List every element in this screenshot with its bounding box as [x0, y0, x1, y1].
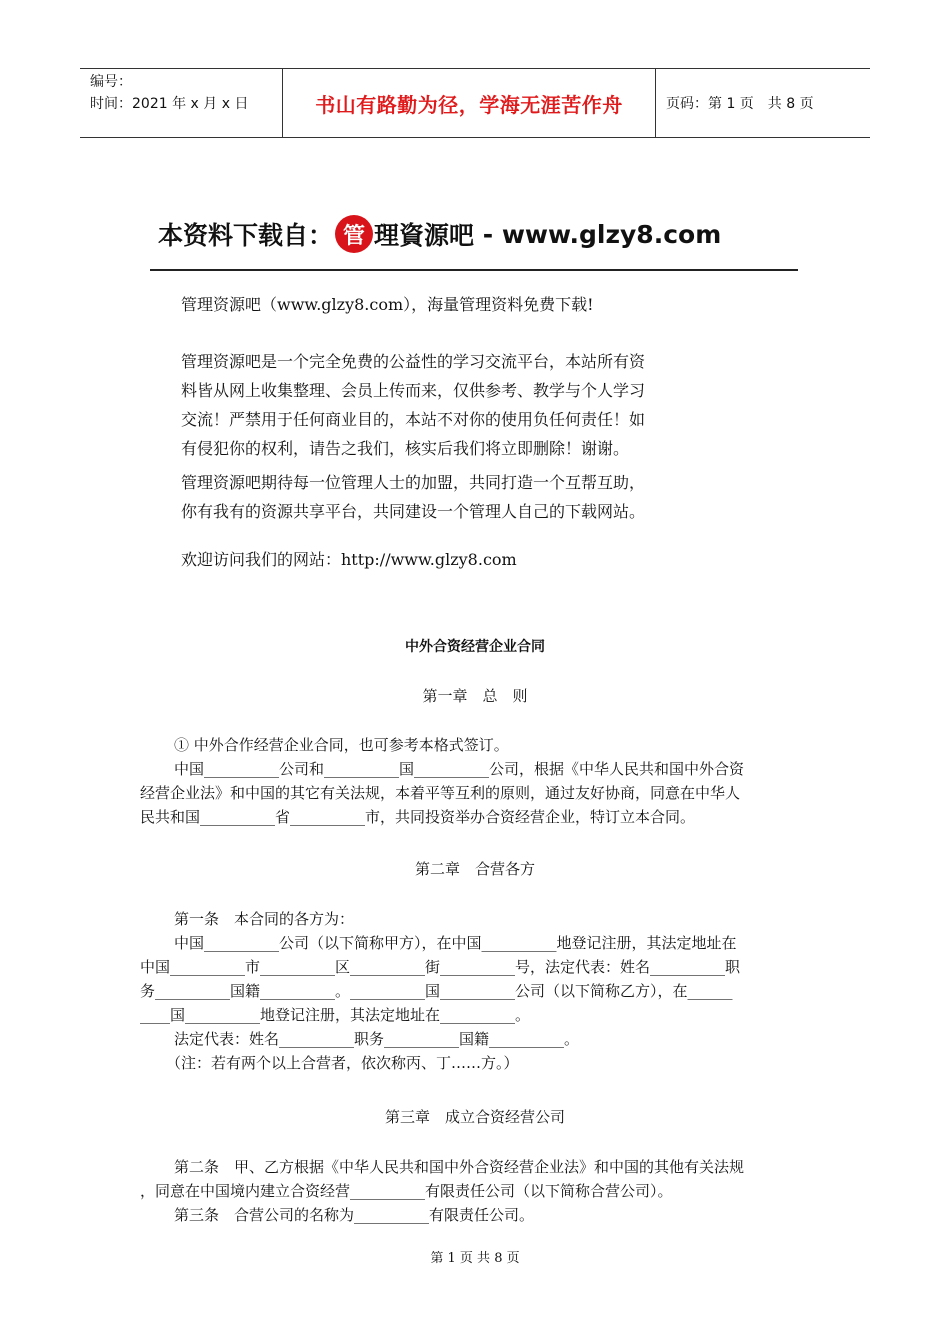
chapter-3-heading: 第三章 成立合资经营公司 [384, 1108, 565, 1126]
page-info: 页码：第 1 页 共 8 页 [666, 96, 814, 112]
body-line: 中国__________公司（以下简称甲方），在中国__________地登记注册，其法定地址在 [174, 934, 737, 952]
intro-line: 管理资源吧是一个完全免费的公益性的学习交流平台，本站所有资 [181, 352, 646, 371]
body-line: 经营企业法》和中国的其它有关法规，本着平等互利的原则，通过友好协商，同意在中华人 [140, 784, 741, 802]
body-line: 中国__________市__________区__________街__________号，法定代表：姓名__________职 [140, 958, 741, 976]
body-line: （注：若有两个以上合营者，依次称丙、丁……方。） [166, 1054, 519, 1072]
banner-url: - www.glzy8.com [474, 219, 722, 249]
page-footer: 第 1 页 共 8 页 [430, 1251, 520, 1266]
site-logo-icon: 管 [335, 215, 373, 253]
chapter-1-body [140, 733, 812, 829]
body-line: 第三条 合营公司的名称为__________有限责任公司。 [174, 1206, 535, 1224]
intro-p3 [181, 468, 781, 526]
intro-line: 管理资源吧（www.glzy8.com），海量管理资料免费下载! [181, 295, 594, 314]
body-line: 第一条 本合同的各方为： [174, 910, 355, 928]
body-line: 中国__________公司和__________国__________公司，根据《中华人民共和国中外合资 [174, 760, 745, 778]
page-header [80, 68, 870, 138]
chapter-1-heading: 第一章 总 则 [422, 687, 528, 705]
body-line: ____国__________地登记注册，其法定地址在__________。 [140, 1006, 531, 1024]
intro-p4 [181, 545, 781, 574]
body-line: 务__________国籍__________。__________国__________公司（以下简称乙方），在______ [140, 982, 733, 1000]
intro-p1 [181, 290, 781, 319]
body-line: 民共和国__________省__________市，共同投资举办合资经营企业，特订立本合同。 [140, 808, 696, 826]
intro-line: 欢迎访问我们的网站：http://www.glzy8.com [181, 550, 517, 569]
banner-divider [150, 269, 798, 271]
intro-line: 有侵犯你的权利，请告之我们，核实后我们将立即删除！谢谢。 [181, 439, 630, 458]
chapter-2-body [140, 907, 812, 1075]
motto: 书山有路勤为径，学海无涯苦作舟 [315, 92, 623, 117]
header-meta [80, 69, 282, 137]
banner-prefix: 本资料下载自： [158, 221, 334, 250]
header-page-info [656, 69, 870, 137]
body-line: 法定代表：姓名__________职务__________国籍__________。 [174, 1030, 580, 1048]
body-line: ，同意在中国境内建立合资经营__________有限责任公司（以下简称合营公司）。 [140, 1182, 673, 1200]
chapter-3-body [140, 1155, 812, 1227]
intro-line: 料皆从网上收集整理、会员上传而来，仅供参考、教学与个人学习 [181, 381, 646, 400]
body-line: ① 中外合作经营企业合同，也可参考本格式签订。 [174, 736, 509, 754]
document-title: 中外合资经营企业合同 [405, 639, 545, 655]
intro-line: 交流！严禁用于任何商业目的，本站不对你的使用负任何责任！如 [181, 410, 646, 429]
intro-line: 管理资源吧期待每一位管理人士的加盟，共同打造一个互帮互助， [181, 473, 646, 492]
source-banner [158, 212, 721, 256]
intro-line: 你有我有的资源共享平台，共同建设一个管理人自己的下载网站。 [181, 502, 646, 521]
banner-site-name: 理資源吧 [374, 221, 475, 250]
intro-p2 [181, 347, 781, 463]
header-motto-cell [282, 69, 656, 137]
time-label: 时间：2021 年 x 月 x 日 [90, 96, 249, 112]
number-label: 编号： [90, 74, 132, 90]
chapter-2-heading: 第二章 合营各方 [414, 860, 535, 878]
body-line: 第二条 甲、乙方根据《中华人民共和国中外合资经营企业法》和中国的其他有关法规 [174, 1158, 745, 1176]
